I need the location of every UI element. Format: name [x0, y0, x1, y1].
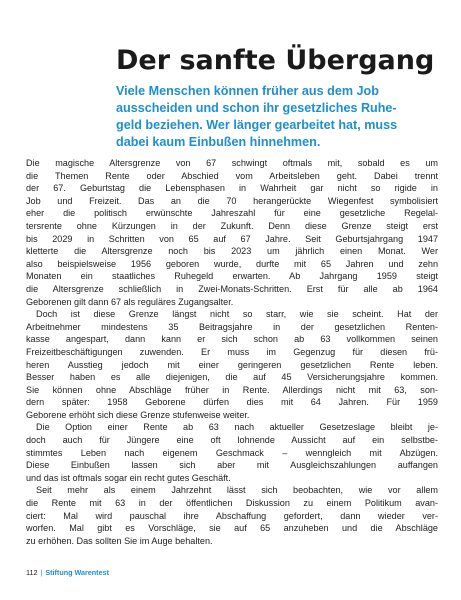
lead-line: geld beziehen. Wer länger gearbeitet hat, muss: [116, 118, 398, 132]
lead-paragraph: [116, 83, 398, 151]
body-line: Freizeitbeschäftigungen zuwenden. Er muss im Gegenzug für diesen frü-: [26, 346, 438, 357]
body-line: Seit mehr als einem Jahrzehnt lässt sich beobachten, wie vor allem: [36, 485, 438, 496]
body-line: die Themen Rente oder Abschied vom Arbeitsleben geht. Dabei trennt: [26, 170, 438, 181]
body-line: Sie können ohne Abschläge früher in Rente. Allerdings nicht mit 63, son-: [26, 384, 438, 395]
body-line: Diese Einbußen lassen sich aber mit Ausgleichszahlungen auffangen: [26, 460, 438, 471]
footer-separator: |: [40, 568, 43, 577]
lead-line: Viele Menschen können früher aus dem Job: [116, 84, 379, 98]
body-line: Monaten ein staatliches Ruhegeld erwarten. Ab Jahrgang 1959 steigt: [26, 271, 438, 282]
body-line: also beispielsweise 1956 geboren wurde, durfte mit 65 Jahren und zehn: [26, 258, 438, 269]
body-line: und das ist oftmals sogar ein recht gutes Geschäft.: [26, 472, 231, 483]
body-line: ciert: Mal wird pauschal ihre Abschaffung gefordert, dann wieder ver-: [26, 510, 438, 521]
body-line: doch auch für Jüngere eine oft lohnende Aussicht auf ein selbstbe-: [26, 435, 438, 446]
page-number: 112: [26, 568, 38, 577]
body-line: zu erhöhen. Das sollten Sie im Auge behalten.: [26, 535, 213, 546]
body-line: Job und Freizeit. Das an die 70 herangerückte Wiegenfest symbolisiert: [26, 195, 438, 206]
body-line: bis 2029 in Schritten von 65 auf 67 Jahre. Seit Geburtsjahrgang 1947: [26, 233, 438, 244]
body-line: worfen. Mal gibt es Vorschläge, sie auf 65 anzuheben und die Abschläge: [26, 523, 438, 534]
body-line: die Altersgrenze schließlich in Zwei-Monats-Schritten. Erst für alle ab 1964: [26, 283, 438, 294]
publisher-name: Stiftung Warentest: [45, 568, 109, 577]
body-text: [26, 157, 438, 547]
lead-line: dabei kaum Einbußen hinnehmen.: [116, 135, 321, 149]
page-title: Der sanfte Übergang: [116, 45, 435, 76]
body-line: kletterte die Altersgrenze noch bis 2023 um jährlich einen Monat. Wer: [26, 246, 438, 257]
body-line: Arbeitnehmer mindestens 35 Beitragsjahre in der gesetzlichen Renten-: [26, 321, 438, 332]
lead-line: ausscheiden und schon ihr gesetzliches Ruhe-: [116, 101, 397, 115]
body-line: Geborenen gilt dann 67 als reguläres Zugangsalter.: [26, 296, 234, 307]
body-line: kasse angespart, dann kann er sich schon ab 63 vollkommen seinen: [26, 334, 438, 345]
body-line: Besser haben es alle diejenigen, die auf 45 Versicherungsjahre kommen.: [26, 372, 438, 383]
body-line: tersrente ohne Kürzungen in der Zukunft. Denn diese Grenze steigt erst: [26, 220, 438, 231]
body-line: Die magische Altersgrenze von 67 schwingt oftmals mit, sobald es um: [26, 158, 438, 168]
body-line: stimmtes Leben nach eigenem Geschmack – wenngleich mit Abzügen.: [26, 447, 438, 458]
body-line: eher die politisch erwünschte Jahreszahl für eine gesetzliche Regelal-: [26, 208, 438, 219]
body-line: der 67. Geburtstag die Lebensphasen in Wahrheit gar nicht so rigide in: [26, 183, 438, 194]
body-line: Die Option einer Rente ab 63 nach aktueller Gesetzeslage bleibt je-: [36, 422, 438, 433]
body-line: dern später: 1958 Geborene dürfen dies mit 64 Jahren. Für 1959: [26, 397, 438, 408]
body-line: die Rente mit 63 in der öffentlichen Diskussion zu einem Politikum avan-: [26, 498, 438, 509]
body-line: Doch ist diese Grenze längst nicht so starr, wie sie scheint. Hat der: [36, 309, 438, 320]
body-line: heren Ausstieg jedoch mit einer geringeren gesetzlichen Rente leben.: [26, 359, 438, 370]
body-line: Geborene erhöht sich diese Grenze stufenweise weiter.: [26, 409, 250, 420]
page-footer: [26, 568, 109, 578]
